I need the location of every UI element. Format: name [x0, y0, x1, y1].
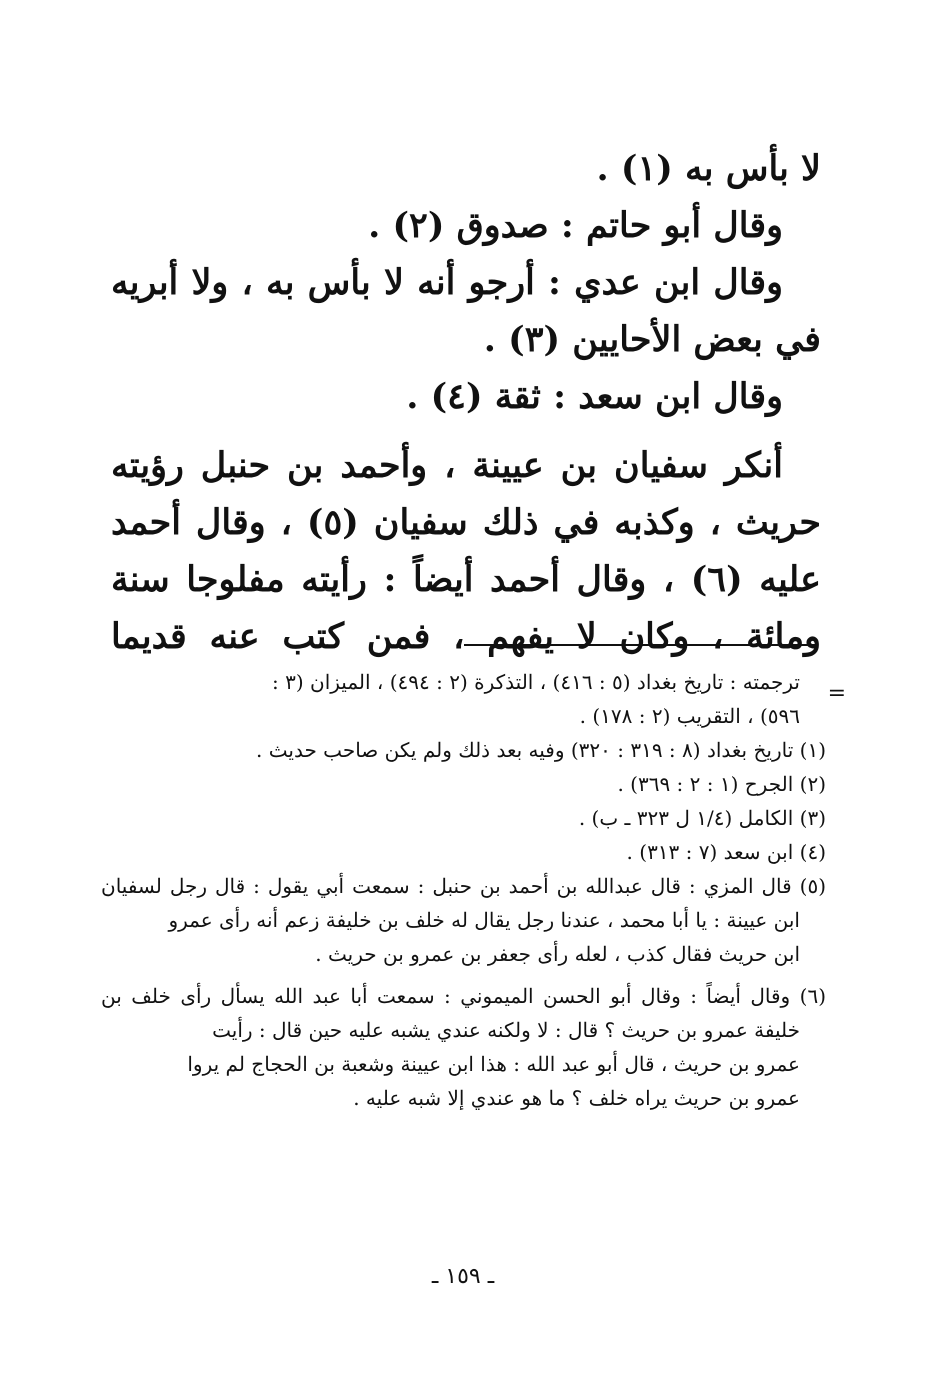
- footnote-line: ابن حريث فقال كذب ، لعله رأى جعفر بن عمرو بن حريث .: [315, 942, 800, 966]
- main-text-line: أنكر سفيان بن عيينة ، وأحمد بن حنبل رؤيته: [111, 445, 783, 486]
- footnote-line: خليفة عمرو بن حريث ؟ قال : لا ولكنه عندي يشبه عليه حين قال : رأيت: [212, 1018, 800, 1042]
- main-text-line: وقال ابن عدي : أرجو أنه لا بأس به ، ولا أبريه: [111, 262, 783, 303]
- main-text-line: ومائة ، وكان لا يفهم ، فمن كتب عنه قديما: [111, 616, 821, 657]
- footnote-line: عمرو بن حريث يراه خلف ؟ ما هو عندي إلا شبه عليه .: [353, 1086, 800, 1110]
- footnote-line: ترجمته : تاريخ بغداد (٥ : ٤١٦) ، التذكرة (٢ : ٤٩٤) ، الميزان (٣ :: [272, 670, 800, 694]
- main-text-line: حريث ، وكذبه في ذلك سفيان (٥) ، وقال أحمد: [111, 502, 821, 543]
- footnote-line: (٥) قال المزي : قال عبدالله بن أحمد بن حنبل : سمعت أبي يقول : قال رجل لسفيان: [101, 874, 827, 898]
- main-text-line: في بعض الأحايين (٣) .: [483, 319, 821, 360]
- footnote-line: (١) تاريخ بغداد (٨ : ٣١٩ : ٣٢٠) وفيه بعد ذلك ولم يكن صاحب حديث .: [256, 738, 826, 762]
- main-text-line: عليه (٦) ، وقال أحمد أيضاً : رأيته مفلوجا سنة: [111, 559, 821, 600]
- footnote-line: (٢) الجرح (١ : ٢ : ٣٦٩) .: [617, 772, 826, 796]
- main-text-line: وقال ابن سعد : ثقة (٤) .: [406, 376, 783, 417]
- main-body-text: [111, 140, 821, 665]
- footnote-line: (٤) ابن سعد (٧ : ٣١٣) .: [626, 840, 826, 864]
- footnotes-section: [101, 668, 826, 1118]
- footnote-line: ٥٩٦) ، التقريب (٢ : ١٧٨) .: [579, 704, 800, 728]
- footnote-separator-rule: [464, 644, 816, 646]
- page-number: ـ ١٥٩ ـ: [431, 1264, 495, 1289]
- main-text-line: وقال أبو حاتم : صدوق (٢) .: [368, 205, 783, 246]
- footnote-line: عمرو بن حريث ، قال أبو عبد الله : هذا ابن عيينة وشعبة بن الحجاج لم يروا: [187, 1052, 800, 1076]
- footnote-line: (٣) الكامل (١/٤ ل ٣٢٣ ـ ب) .: [578, 806, 826, 830]
- footnote-line: ابن عيينة : يا أبا محمد ، عندنا رجل يقال له خلف بن خليفة زعم أنه رأى عمرو: [168, 908, 800, 932]
- continuation-mark: =: [827, 681, 846, 706]
- main-text-line: لا بأس به (١) .: [596, 148, 821, 189]
- footnote-line: (٦) وقال أيضاً : وقال أبو الحسن الميموني : سمعت أبا عبد الله يسأل رأى خلف بن: [101, 984, 826, 1008]
